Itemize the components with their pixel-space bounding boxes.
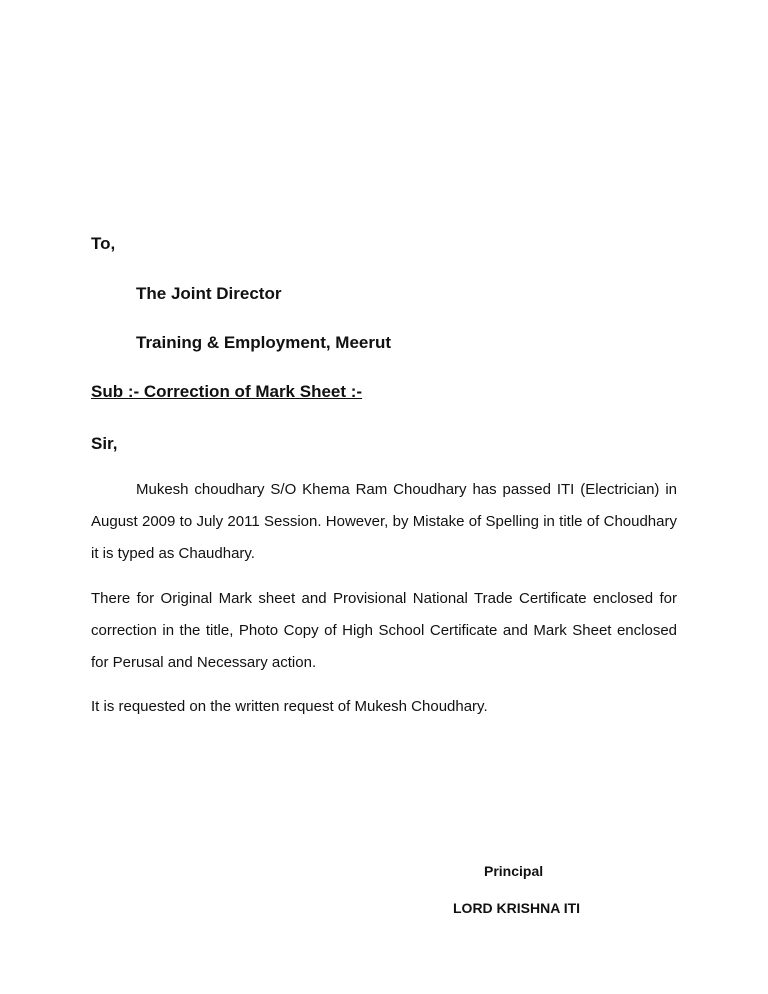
salutation: Sir, [91, 434, 118, 453]
body-paragraph-2: There for Original Mark sheet and Provisional National Trade Certificate enclosed for correction in the title, Photo Copy of High School Certificate and Mark Sheet enclosed for Perusal and Necessary action. [91, 590, 677, 671]
body-paragraph-1: Mukesh choudhary S/O Khema Ram Choudhary has passed ITI (Electrician) in August 2009 to July 2011 Session. However, by Mistake of Spelling in title of Choudhary it is typed as Chaudhary. [91, 481, 677, 562]
recipient-title: The Joint Director [136, 284, 282, 303]
body-paragraph-3: It is requested on the written request of Mukesh Choudhary. [91, 698, 488, 715]
addressee-to: To, [91, 234, 116, 253]
signature-title: Principal [484, 863, 544, 879]
signature-organization: LORD KRISHNA ITI [453, 900, 581, 916]
recipient-department: Training & Employment, Meerut [136, 333, 392, 352]
subject-line: Sub :- Correction of Mark Sheet :- [91, 382, 363, 401]
